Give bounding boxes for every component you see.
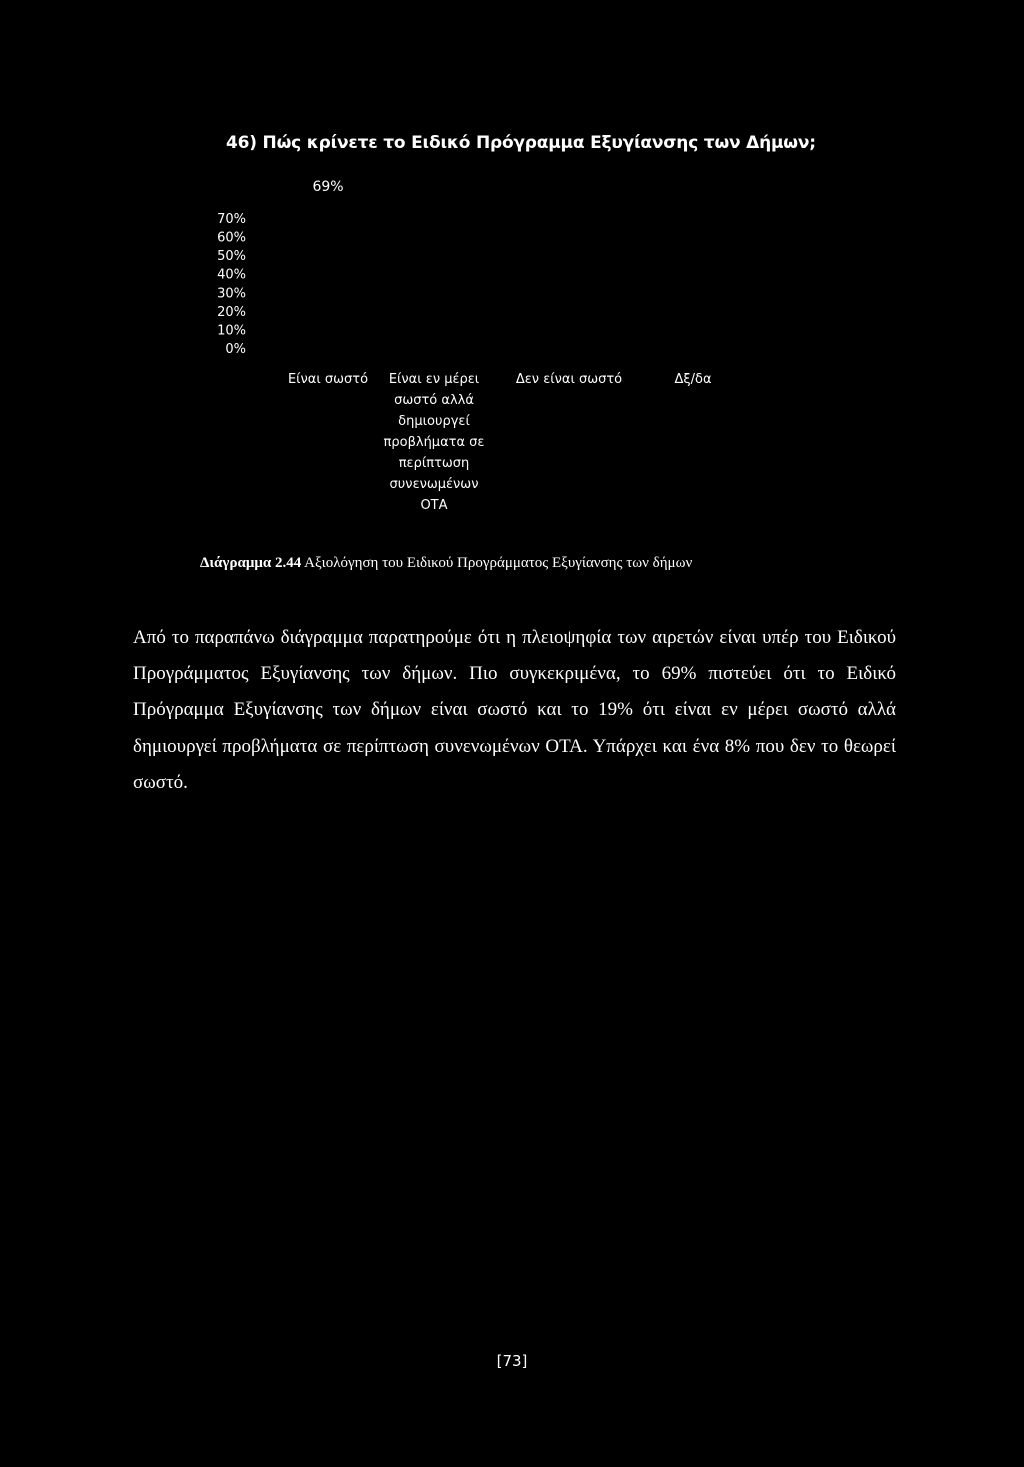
- chart-title: 46) Πώς κρίνετε το Ειδικό Πρόγραμμα Εξυγίανσης των Δήμων;: [226, 133, 816, 153]
- x-tick-label: Είναι εν μέρει σωστό αλλά δημιουργεί προβλήματα σε περίπτωση συνενωμένων ΟΤΑ: [383, 372, 485, 513]
- bars: [293, 220, 604, 348]
- y-tick-label: 40%: [217, 267, 246, 283]
- data-label: 69%: [312, 179, 344, 195]
- page-number: [73]: [496, 1352, 528, 1370]
- x-axis-labels: [288, 372, 712, 513]
- caption-text: Αξιολόγηση του Ειδικού Προγράμματος Εξυγίανσης των δήμων: [301, 555, 693, 571]
- body-paragraph: Από το παραπάνω διάγραμμα παρατηρούμε ότι η πλειοψηφία των αιρετών είναι υπέρ του Ειδικού Προγράμματος Εξυγίανσης των δήμων. Πιο συγκεκριμένα, το 69% πιστεύει ότι το Ειδικό Πρόγραμμα Εξυγίανσης των δήμων είναι σωστό και το 19% ότι είναι εν μέρει σωστό αλλά δημιουργεί προβλήματα σε περίπτωση συνενωμένων ΟΤΑ. Υπάρχει και ένα 8% που δεν το θεωρεί σωστό.: [133, 627, 896, 793]
- bar: [534, 333, 604, 348]
- y-tick-label: 0%: [225, 342, 246, 357]
- x-tick-label: Είναι σωστό: [287, 372, 369, 387]
- bar-chart: [0, 0, 1024, 540]
- data-labels: [312, 179, 343, 195]
- y-axis-ticks: [217, 212, 246, 357]
- y-tick-label: 70%: [217, 212, 246, 227]
- caption-label: Διάγραμμα 2.44: [200, 555, 302, 571]
- x-tick-label: Δεν είναι σωστό: [515, 372, 623, 387]
- y-tick-label: 20%: [217, 304, 246, 320]
- y-tick-label: 30%: [217, 286, 246, 302]
- figure-caption: [200, 555, 692, 572]
- x-tick-label: Δξ/δα: [674, 372, 712, 387]
- bar: [293, 220, 363, 348]
- y-tick-label: 60%: [217, 230, 246, 246]
- y-tick-label: 10%: [217, 323, 246, 339]
- y-tick-label: 50%: [217, 249, 246, 265]
- bar: [399, 313, 469, 348]
